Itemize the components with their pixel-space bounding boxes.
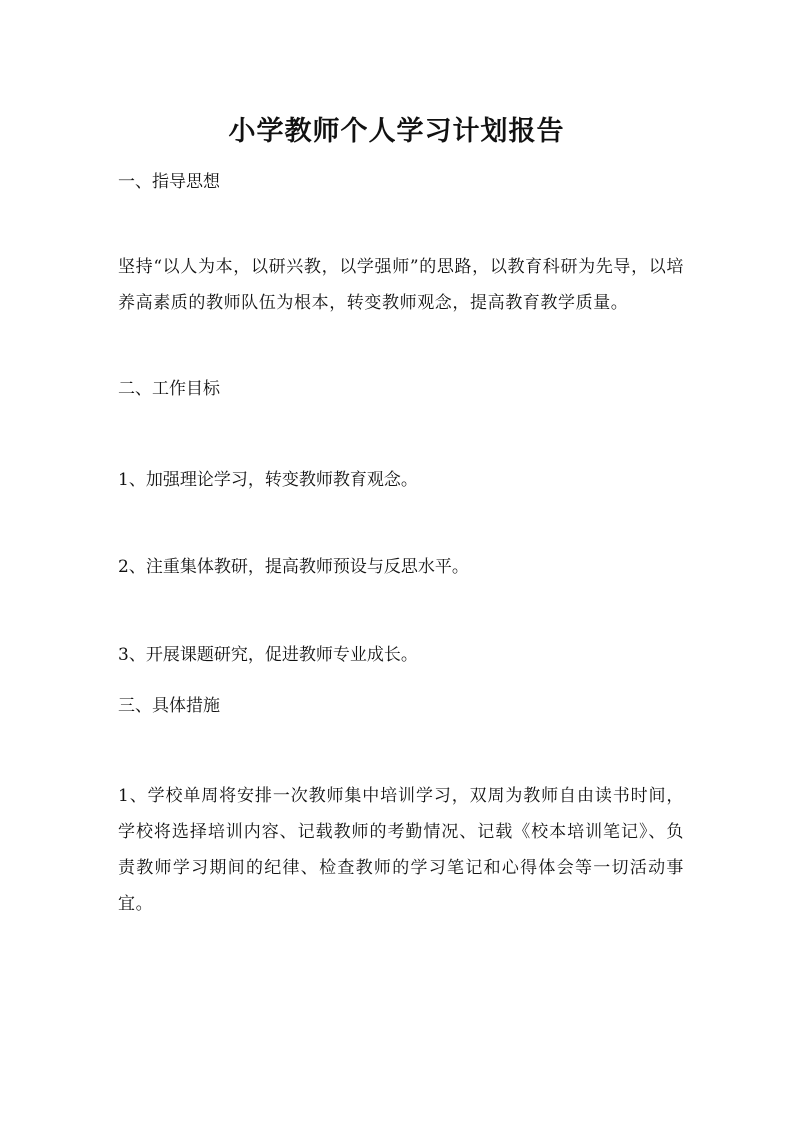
section-heading-work-goals: 二、工作目标 [118,379,220,399]
section-heading-specific-measures: 三、具体措施 [118,696,220,716]
paragraph-guiding-ideology: 坚持“以人为本，以研兴教，以学强师”的思路，以教育科研为先导，以培养高素质的教师队伍为根本，转变教师观念，提高教育教学质量。 [118,257,684,313]
measure-item-1: 1、学校单周将安排一次教师集中培训学习，双周为教师自由读书时间，学校将选择培训内容、记载教师的考勤情况、记载《校本培训笔记》、负责教师学习期间的纪律、检查教师的学习笔记和心得体会等一切活动事宜。 [118,786,684,914]
section-heading-guiding-ideology: 一、指导思想 [118,172,220,192]
goal-item-2: 2、注重集体教研，提高教师预设与反思水平。 [118,557,469,577]
goal-item-3: 3、开展课题研究，促进教师专业成长。 [118,645,418,665]
goal-item-1: 1、加强理论学习，转变教师教育观念。 [118,470,418,490]
document-title: 小学教师个人学习计划报告 [228,116,565,148]
